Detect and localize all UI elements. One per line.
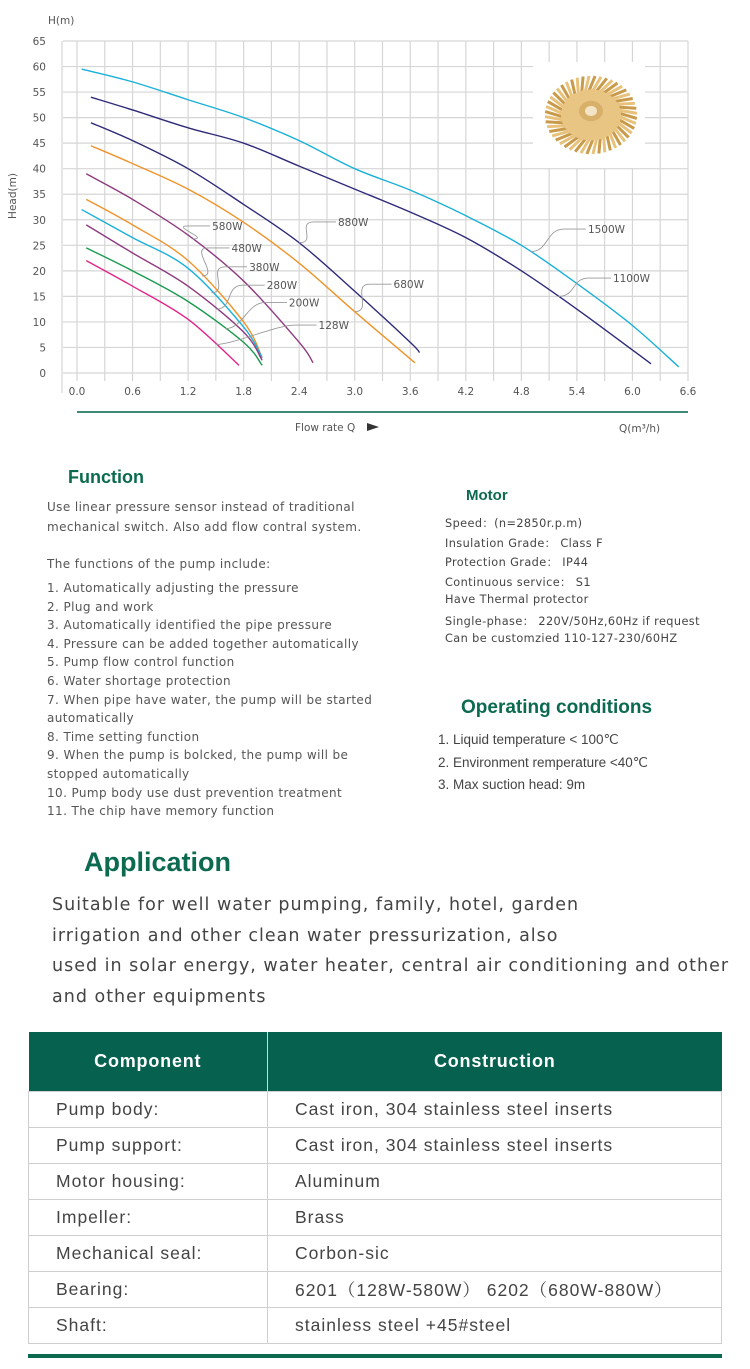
y-tick-label: 45	[32, 138, 46, 151]
function-list-item: 8. Time setting function	[47, 729, 200, 744]
table-row	[29, 1128, 722, 1164]
leader-line	[299, 222, 336, 243]
construction-cell: Aluminum	[268, 1164, 722, 1200]
x-tick-label: 0.6	[124, 386, 141, 398]
y-axis-title: Head(m)	[7, 173, 19, 219]
function-list-item: 6. Water shortage protection	[47, 674, 232, 688]
function-list-item: automatically	[47, 711, 135, 726]
table-row	[29, 1236, 722, 1272]
construction-cell: stainless steel +45#steel	[268, 1308, 722, 1344]
motor-spec-item: Have Thermal protector	[445, 593, 589, 606]
x-tick-label: 4.8	[513, 386, 530, 398]
y-tick-label: 50	[32, 112, 46, 125]
x-tick-label: 1.8	[235, 386, 252, 398]
application-line: Suitable for well water pumping, family, hotel, garden	[52, 895, 580, 915]
construction-cell: 6201（128W-580W） 6202（680W-880W）	[268, 1272, 722, 1308]
function-intro-line: Use linear pressure sensor instead of traditional	[47, 500, 355, 514]
operating-condition-item: 2. Environment remperature <40℃	[438, 754, 648, 770]
x-tick-label: 6.0	[624, 386, 641, 398]
function-list-item: 4. Pressure can be added together automatically	[47, 636, 360, 651]
header-construction: Construction	[268, 1032, 722, 1092]
x-tick-label: 3.0	[346, 386, 364, 398]
leader-line	[183, 226, 210, 239]
x-tick-label: 1.2	[179, 386, 197, 398]
component-cell: Impeller:	[29, 1200, 268, 1236]
motor-spec-item: Insulation Grade： Class F	[445, 536, 603, 550]
function-list-item: 1. Automatically adjusting the pressure	[47, 581, 299, 595]
leader-line	[531, 229, 586, 252]
construction-cell: Cast iron, 304 stainless steel inserts	[268, 1128, 722, 1164]
function-list-item: stopped automatically	[47, 767, 190, 781]
arrow-right-icon	[367, 423, 379, 431]
x-tick-label: 5.4	[568, 386, 586, 398]
function-list-item: 10. Pump body use dust prevention treatment	[47, 785, 343, 800]
header-component: Component	[29, 1032, 268, 1092]
curve-label: 1100W	[612, 273, 651, 286]
y-tick-label: 60	[32, 61, 46, 74]
motor-spec-item: Continuous service： S1	[445, 575, 591, 589]
y-tick-label: 25	[32, 240, 46, 253]
curve-label: 280W	[266, 280, 298, 293]
curve-label: 480W	[231, 242, 262, 255]
curve-label: 680W	[393, 279, 424, 292]
y-tick-label: 35	[32, 189, 46, 202]
y-axis-unit-label: H(m)	[48, 15, 75, 27]
x-tick-label: 6.6	[679, 386, 697, 398]
application-line: used in solar energy, water heater, central air conditioning and other	[52, 956, 730, 976]
curve-label: 880W	[337, 216, 369, 229]
y-tick-label: 65	[32, 36, 46, 48]
function-heading: Function	[68, 467, 144, 487]
function-list-item: 3. Automatically identified the pipe pressure	[47, 618, 333, 633]
x-axis-unit: Q(m³/h)	[619, 423, 661, 435]
y-tick-label: 0	[39, 368, 46, 380]
component-cell: Pump body:	[29, 1092, 268, 1128]
function-intro-line: mechanical switch. Also add flow contral system.	[47, 520, 362, 534]
y-tick-label: 10	[32, 316, 46, 329]
operating-conditions-heading: Operating conditions	[461, 697, 653, 718]
table-row	[29, 1200, 722, 1236]
table-row	[29, 1164, 722, 1200]
table-row	[29, 1308, 722, 1344]
function-list-item: 5. Pump flow control function	[47, 655, 235, 670]
component-cell: Shaft:	[29, 1308, 268, 1344]
construction-cell: Corbon-sic	[268, 1236, 722, 1272]
function-list-item: 9. When the pump is bolcked, the pump will be	[47, 748, 349, 763]
curve-label: 580W	[212, 220, 243, 233]
leader-line	[558, 278, 611, 296]
component-cell: Mechanical seal:	[29, 1236, 268, 1272]
application-line: and other equipments	[52, 986, 267, 1007]
component-cell: Pump support:	[29, 1128, 268, 1164]
motor-spec-item: Single-phase： 220V/50Hz,60Hz if request	[445, 614, 700, 628]
operating-condition-item: 1. Liquid temperature < 100℃	[438, 732, 619, 747]
bottom-divider	[28, 1354, 722, 1358]
motor-heading: Motor	[466, 487, 508, 504]
motor-spec-item: Speed：(n=2850r.p.m)	[445, 517, 583, 530]
application-line: irrigation and other clean water pressurization, also	[52, 925, 559, 946]
curve-label: 1500W	[587, 224, 626, 237]
component-cell: Bearing:	[29, 1272, 268, 1308]
y-tick-label: 5	[39, 342, 46, 355]
operating-condition-item: 3. Max suction head: 9m	[438, 777, 586, 792]
construction-cell: Cast iron, 304 stainless steel inserts	[268, 1092, 722, 1128]
y-tick-label: 40	[32, 163, 46, 176]
x-tick-label: 4.2	[457, 386, 475, 398]
application-heading: Application	[84, 847, 231, 877]
pump-performance-chart	[0, 0, 750, 445]
function-list-item: 11. The chip have memory function	[47, 804, 275, 819]
y-tick-label: 55	[32, 87, 46, 100]
y-tick-label: 20	[32, 265, 46, 278]
curve-label: 380W	[249, 261, 280, 274]
x-axis-title: Flow rate Q	[295, 422, 356, 434]
construction-cell: Brass	[268, 1200, 722, 1236]
motor-spec-item: Can be customzied 110-127-230/60HZ	[445, 632, 678, 645]
x-tick-label: 3.6	[401, 386, 419, 398]
construction-table	[28, 1032, 722, 1344]
x-tick-label: 2.4	[290, 386, 308, 398]
function-list-item: 2. Plug and work	[47, 599, 154, 614]
x-tick-label: 0.0	[68, 386, 86, 398]
curve-label: 200W	[288, 297, 320, 310]
function-list-intro: The functions of the pump include:	[47, 557, 271, 571]
motor-spec-item: Protection Grade： IP44	[445, 556, 589, 569]
y-tick-label: 15	[32, 291, 46, 304]
table-row	[29, 1272, 722, 1308]
table-row	[29, 1092, 722, 1128]
component-cell: Motor housing:	[29, 1164, 268, 1200]
function-list-item: 7. When pipe have water, the pump will be started	[47, 692, 373, 707]
curve-label: 128W	[318, 320, 349, 333]
y-tick-label: 30	[32, 214, 46, 227]
curve-880W	[91, 123, 420, 353]
